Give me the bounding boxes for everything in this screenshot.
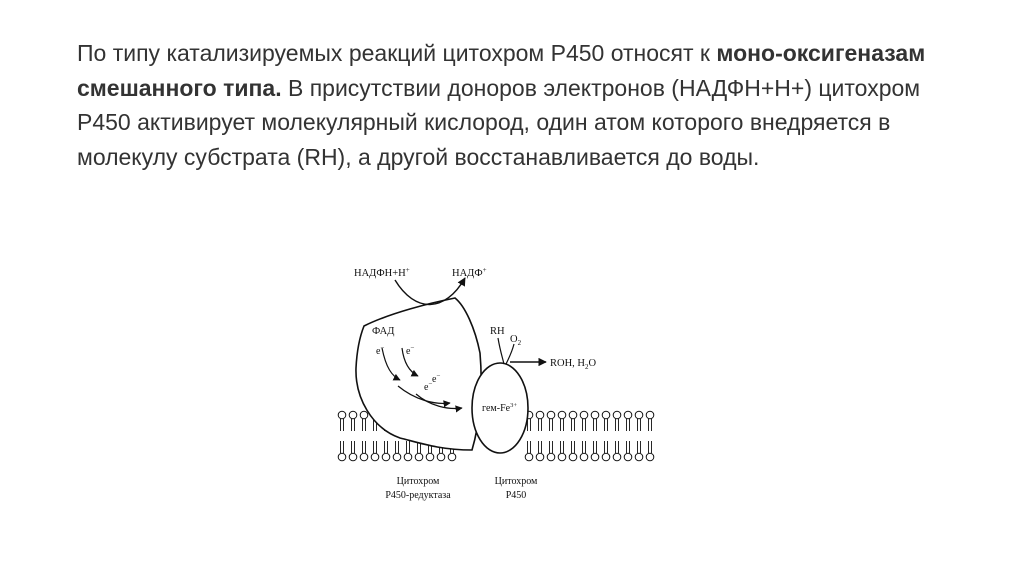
lipid-tail [627,419,630,431]
lipid-head [591,453,599,461]
lipid-tail [341,441,344,453]
lipid-tail [550,441,553,453]
lipid-head [635,411,643,419]
lipid-tail [341,419,344,431]
lipid-head [602,411,610,419]
lipid-tail [539,441,542,453]
lipid-tail [616,419,619,431]
lipid-head [569,411,577,419]
rh-line [498,338,504,364]
lipid-tail [649,419,652,431]
lipid-tail [550,419,553,431]
lipid-tail [561,441,564,453]
lipid-head [602,453,610,461]
lipid-tail [583,441,586,453]
lipid-head [349,453,357,461]
lipid-head [360,411,368,419]
lipid-head [404,453,412,461]
lipid-head [338,453,346,461]
lipid-head [360,453,368,461]
lipid-head [613,411,621,419]
paragraph-text-1: По типу катализируемых реакций цитохром Р450 относят к [77,40,717,66]
lipid-tail [528,419,531,431]
cytochrome-p450-diagram [320,258,660,518]
lipid-tail [363,441,366,453]
lipid-tail [374,441,377,453]
electron-label-3: e− [432,372,441,385]
lipid-head [371,453,379,461]
lipid-tail [605,441,608,453]
nadp-label: НАДФ+ [452,266,487,279]
lipid-head [382,453,390,461]
product-label: ROH, $H_2O$ [550,358,597,371]
lipid-head [591,411,599,419]
lipid-head [393,453,401,461]
p450-caption-line2: Р450 [505,490,527,501]
lipid-tail [605,419,608,431]
lipid-tail [638,441,641,453]
lipid-head [547,453,555,461]
lipid-head [437,453,445,461]
lipid-head [536,453,544,461]
slide-paragraph [77,36,977,174]
lipid-head [426,453,434,461]
lipid-head [580,411,588,419]
paragraph-text-2: В присутствии доноров электронов (НАДФН+Н+) цитохром Р450 активирует молекулярный кислород, один атом которого внедряется в молекулу субстрата (RH), а другой восстанавливается до воды. [77,74,921,170]
lipid-head [558,411,566,419]
nadph-label: НАДФН+Н+ [354,266,410,279]
lipid-tail [363,419,366,431]
lipid-tail [627,441,630,453]
lipid-tail [594,441,597,453]
electron-label-2: e− [406,344,415,357]
lipid-tail [385,441,388,453]
reductase-protein-shape [356,298,481,450]
electron-label-1: e− [376,344,385,357]
reductase-caption-line1: Цитохром [396,476,440,487]
electron-label-4: e− [424,380,433,393]
paragraph-bold-term: моно-оксигеназам смешанного типа. [77,40,926,101]
o2-label: $O_2$ [510,334,522,347]
lipid-tail [616,441,619,453]
lipid-head [415,453,423,461]
o2-line [506,344,514,364]
lipid-head [646,411,654,419]
lipid-head [613,453,621,461]
lipid-tail [649,441,652,453]
lipid-tail [539,419,542,431]
lipid-head [525,453,533,461]
lipid-tail [638,419,641,431]
rh-label: RH [490,326,505,337]
lipid-tail [583,419,586,431]
heme-label: гем-$Fe^{3+}$ [482,402,517,414]
lipid-head [448,453,456,461]
lipid-head [569,453,577,461]
lipid-head [349,411,357,419]
lipid-tail [407,441,410,453]
lipid-head [338,411,346,419]
lipid-tail [572,419,575,431]
lipid-tail [594,419,597,431]
lipid-head [547,411,555,419]
lipid-head [624,411,632,419]
lipid-head [558,453,566,461]
lipid-head [635,453,643,461]
reductase-caption-line2: Р450-редуктаза [385,490,451,501]
fad-label: ФАД [372,326,395,337]
lipid-tail [352,419,355,431]
lipid-head [536,411,544,419]
p450-caption-line1: Цитохром [494,476,538,487]
lipid-head [580,453,588,461]
lipid-tail [396,441,399,453]
lipid-tail [572,441,575,453]
lipid-head [646,453,654,461]
lipid-tail [352,441,355,453]
lipid-head [624,453,632,461]
lipid-tail [561,419,564,431]
lipid-tail [528,441,531,453]
